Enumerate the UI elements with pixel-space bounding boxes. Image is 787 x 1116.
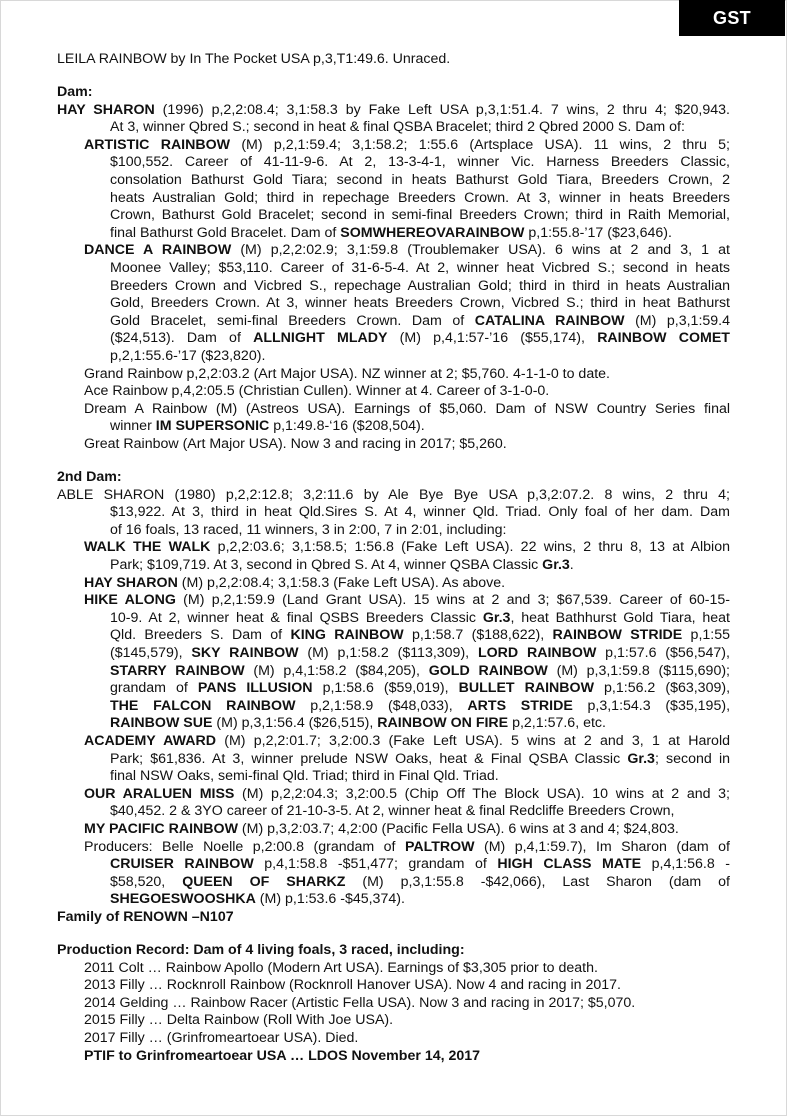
- text-line: [57, 225, 730, 243]
- record-text: (M) p,4,1:57-’16 ($55,174),: [387, 330, 598, 347]
- horse-name: RAINBOW STRIDE: [552, 627, 683, 644]
- spacer: [57, 454, 730, 470]
- horse-name: CRUISER RAINBOW: [110, 856, 254, 873]
- record-text: p,1:55.8-’17 ($23,646).: [524, 224, 672, 241]
- text-line: [57, 119, 730, 137]
- horse-name: PALTROW: [404, 838, 475, 855]
- horse-name: KING RAINBOW: [290, 627, 404, 644]
- text-line: [57, 504, 730, 522]
- record-text: Park; $109,719. At 3, second in Qbred S. At 4, winner QSBA Classic: [110, 557, 543, 574]
- dam-entry: [57, 102, 730, 137]
- progeny-entry: [57, 539, 730, 574]
- production-item: 2011 Colt … Rainbow Apollo (Modern Art USA). Earnings of $3,305 prior to death.: [84, 959, 598, 976]
- horse-name: RAINBOW COMET: [597, 330, 730, 347]
- record-text: Qld. Breeders S. Dam of: [110, 627, 291, 644]
- horse-name: LORD RAINBOW: [477, 645, 597, 661]
- record-text: 10-9. At 2, winner heat & final QSBS Breeders Classic: [110, 609, 483, 626]
- record-text: p,2,1:57.6, etc.: [508, 715, 606, 732]
- pedigree-sections: [57, 84, 730, 926]
- progeny-entry: [57, 383, 730, 401]
- text-line: [57, 366, 730, 384]
- text-line: [57, 172, 730, 190]
- horse-name: ALLNIGHT MLADY: [253, 330, 388, 347]
- text-line: [57, 102, 730, 120]
- text-line: [57, 313, 730, 331]
- horse-name: MY PACIFIC RAINBOW: [84, 820, 238, 837]
- production-item: 2014 Gelding … Rainbow Racer (Artistic Fella USA). Now 3 and racing in 2017; $5,070.: [84, 994, 636, 1011]
- section-heading: Dam:: [57, 84, 93, 101]
- text-line: [57, 401, 730, 419]
- record-text: final Bathurst Gold Bracelet. Dam of: [110, 224, 341, 241]
- horse-name: Gr.3: [627, 750, 655, 767]
- text-line: [57, 592, 730, 610]
- production-item: 2015 Filly … Delta Rainbow (Roll With Joe USA).: [84, 1012, 394, 1029]
- record-text: ABLE SHARON (1980) p,2,2:12.8; 3,2:11.6 by Ale Bye Bye USA p,3,2:07.2. 8 wins, 2 thru 4;: [57, 486, 730, 503]
- text-line: [57, 418, 730, 436]
- horse-name: QUEEN OF SHARKZ: [182, 873, 346, 890]
- record-text: Ace Rainbow p,4,2:05.5 (Christian Cullen). Winner at 4. Career of 3-1-0-0.: [84, 383, 550, 400]
- text-line: [57, 190, 730, 208]
- record-text: $40,452. 2 & 3YO career of 21-10-3-5. At 2, winner heat & final Redcliffe Breeders Crown,: [110, 803, 675, 820]
- record-text: (M) p,3,1:59.8 ($115,690);: [547, 662, 731, 679]
- progeny-entry: [57, 137, 730, 243]
- text-line: [57, 821, 730, 839]
- record-text: p,1:57.6 ($56,547),: [596, 645, 730, 661]
- horse-name: RAINBOW ON FIRE: [377, 715, 509, 732]
- gst-badge: GST: [679, 0, 785, 36]
- record-text: consolation Bathurst Gold Tiara; second in heats Bathurst Gold Tiara, Breeders Crown, 2: [110, 172, 730, 189]
- horse-name: Gr.3: [542, 557, 570, 574]
- production-item: 2017 Filly … (Grinfromeartoear USA). Died.: [84, 1029, 359, 1046]
- record-text: p,4,1:56.8 -: [641, 856, 730, 873]
- progeny-entry: [57, 575, 730, 593]
- horse-name: ARTISTIC RAINBOW: [84, 136, 231, 153]
- record-text: (M) p,3,1:59.4: [624, 312, 730, 329]
- text-line: [57, 663, 730, 681]
- record-text: At 3, winner Qbred S.; second in heat & final QSBA Bracelet; third 2 Qbred 2000 S. Dam of:: [110, 119, 685, 136]
- horse-name: HIGH CLASS MATE: [497, 856, 642, 873]
- horse-name: Gr.3: [482, 609, 511, 626]
- spacer: [57, 69, 730, 85]
- record-text: (M) p,3,1:56.4 ($26,515),: [212, 715, 378, 732]
- text-line: [57, 539, 730, 557]
- record-text: p,1:56.2 ($63,309),: [593, 680, 731, 697]
- horse-name: PANS ILLUSION: [197, 680, 313, 697]
- horse-name: RAINBOW SUE: [110, 715, 213, 732]
- record-text: of 16 foals, 13 raced, 11 winners, 3 in 2:00, 7 in 2:01, including:: [110, 521, 507, 538]
- text-line: [57, 786, 730, 804]
- record-text: p,1:49.8-‘16 ($208,504).: [269, 418, 425, 435]
- horse-name: HAY SHARON: [84, 574, 178, 591]
- horse-name: STARRY RAINBOW: [110, 662, 245, 679]
- progeny-entry: [57, 366, 730, 384]
- text-line: [57, 856, 730, 874]
- record-text: $58,520,: [110, 873, 183, 890]
- record-text: (M) p,1:53.6 -$45,374).: [255, 891, 405, 908]
- production-heading: Production Record: Dam of 4 living foals, 3 raced, including:: [57, 942, 465, 958]
- record-text: Park; $61,836. At 3, winner prelude NSW Oaks, heat & Final QSBA Classic: [110, 750, 628, 767]
- record-text: Producers: Belle Noelle p,2:00.8 (grandam of: [84, 838, 405, 855]
- progeny-entry: [57, 839, 730, 909]
- text-line: [57, 242, 730, 260]
- text-line: [57, 295, 730, 313]
- progeny-entry: [57, 592, 730, 733]
- record-text: ; second in: [654, 750, 730, 767]
- record-text: (M) p,1:58.2 ($113,309),: [298, 645, 478, 661]
- record-text: (M) p,2,2:01.7; 3,2:00.3 (Fake Left USA). 5 wins at 2 and 3, 1 at Harold: [216, 732, 730, 749]
- text-line: [57, 645, 730, 663]
- horse-name: HAY SHARON: [57, 101, 155, 118]
- text-line: [57, 207, 730, 225]
- record-text: (M) p,2,2:04.3; 3,2:00.5 (Chip Off The Block USA). 10 wins at 2 and 3;: [234, 785, 730, 802]
- record-text: p,1:58.7 ($188,622),: [403, 627, 553, 644]
- record-text: winner: [110, 418, 156, 435]
- record-text: p,1:58.6 ($59,019),: [312, 680, 459, 697]
- record-text: grandam of: [110, 680, 198, 697]
- record-text: $13,922. At 3, third in heat Qld.Sires S. At 4, winner Qld. Triad. Only foal of her dam. Dam: [110, 504, 730, 521]
- record-text: , heat Bathhurst Gold Tiara, heat: [510, 609, 730, 626]
- text-line: [57, 330, 730, 348]
- record-text: Dream A Rainbow (M) (Astreos USA). Earnings of $5,060. Dam of NSW Country Series final: [84, 400, 730, 417]
- record-text: final NSW Oaks, semi-final Qld. Triad; third in Final Qld. Triad.: [110, 768, 499, 785]
- record-text: (M) p,2,1:59.4; 3,1:58.2; 1:55.6 (Artsplace USA). 11 wins, 2 thru 5;: [230, 136, 730, 153]
- record-text: ($24,513). Dam of: [110, 330, 254, 347]
- text-line: [57, 278, 730, 296]
- section-heading: 2nd Dam:: [57, 469, 122, 486]
- record-text: Moonee Valley; $53,110. Career of 31-6-5-4. At 2, winner heat Vicbred S.; second in heats: [110, 260, 730, 277]
- text-line: [57, 487, 730, 505]
- record-text: Breeders Crown and Vicbred S., repechage Australian Gold; third in third in heats Australian: [110, 277, 730, 294]
- record-text: (M) p,2,2:02.9; 3,1:59.8 (Troublemaker USA). 6 wins at 2 and 3, 1 at: [231, 242, 731, 259]
- text-line: [57, 436, 730, 454]
- record-text: p,3,1:54.3 ($35,195),: [572, 697, 731, 714]
- record-text: p,1:55: [682, 627, 731, 644]
- horse-name: CATALINA RAINBOW: [474, 312, 625, 329]
- record-text: Gold Bracelet, semi-final Breeders Crown. Dam of: [110, 312, 475, 329]
- text-line: [57, 751, 730, 769]
- text-line: [57, 803, 730, 821]
- text-line: [57, 715, 730, 733]
- text-line: [57, 260, 730, 278]
- production-item: 2013 Filly … Rocknroll Rainbow (Rocknroll Hanover USA). Now 4 and racing in 2017.: [84, 977, 621, 994]
- record-text: (M) p,2,1:59.9 (Land Grant USA). 15 wins at 2 and 3; $67,539. Career of 60-15-: [175, 592, 730, 609]
- text-line: [57, 680, 730, 698]
- record-text: (M) p,3,1:55.8 -$42,066), Last Sharon (dam of: [345, 873, 730, 890]
- text-line: [57, 698, 730, 716]
- record-text: Crown, Bathurst Gold Bracelet; second in semi-final Breeders Crown; third in Raith Memorial,: [110, 207, 730, 224]
- progeny-entry: [57, 821, 730, 839]
- record-text: (M) p,3,2:03.7; 4,2:00 (Pacific Fella USA). 6 wins at 3 and 4; $24,803.: [237, 820, 679, 837]
- horse-name: BULLET RAINBOW: [458, 680, 594, 697]
- record-text: (M) p,4,1:58.2 ($84,205),: [244, 662, 429, 679]
- text-line: [57, 348, 730, 366]
- production-closing: PTIF to Grinfromeartoear USA … LDOS November 14, 2017: [84, 1047, 481, 1064]
- text-line: [57, 627, 730, 645]
- record-text: Gold, Breeders Crown. At 3, winner heats Breeders Crown, Vicbred S.; third in heat Bathurst: [110, 295, 730, 312]
- progeny-entry: [57, 733, 730, 786]
- horse-name: IM SUPERSONIC: [155, 418, 270, 435]
- record-text: .: [569, 557, 574, 574]
- text-line: [57, 610, 730, 628]
- record-text: heats Australian Gold; third in repechage Breeders Crown. At 3, winner in heats Breeders: [110, 189, 730, 206]
- horse-name: ACADEMY AWARD: [84, 732, 216, 749]
- record-text: Grand Rainbow p,2,2:03.2 (Art Major USA). NZ winner at 2; $5,760. 4-1-1-0 to date.: [84, 365, 610, 382]
- family-line: Family of RENOWN –N107: [57, 908, 234, 925]
- record-text: p,2,2:03.6; 3,1:58.5; 1:56.8 (Fake Left USA). 22 wins, 2 thru 8, 13 at Albion: [210, 539, 730, 556]
- record-text: (1996) p,2,2:08.4; 3,1:58.3 by Fake Left USA p,3,1:51.4. 7 wins, 2 thru 4; $20,943.: [154, 101, 730, 118]
- progeny-entry: [57, 242, 730, 365]
- record-text: $100,552. Career of 41-11-9-6. At 2, 13-3-4-1, winner Vic. Harness Breeders Classic,: [110, 154, 730, 171]
- record-text: (M) p,4,1:59.7), Im Sharon (dam of: [474, 838, 730, 855]
- horse-name: HIKE ALONG: [84, 592, 176, 609]
- horse-name: SHEGOESWOOSHKA: [110, 891, 256, 908]
- horse-name: WALK THE WALK: [84, 539, 211, 556]
- horse-name: THE FALCON RAINBOW: [110, 697, 296, 714]
- record-text: p,2,1:55.6-’17 ($23,820).: [110, 348, 266, 364]
- horse-name: ARTS STRIDE: [467, 697, 573, 714]
- record-text: p,2,1:58.9 ($48,033),: [295, 697, 468, 714]
- horse-name: GOLD RAINBOW: [428, 662, 548, 679]
- text-line: [57, 733, 730, 751]
- horse-name: DANCE A RAINBOW: [84, 242, 232, 259]
- record-text: (M) p,2,2:08.4; 3,1:58.3 (Fake Left USA). As above.: [177, 574, 506, 591]
- text-line: [57, 575, 730, 593]
- text-line: [57, 891, 730, 909]
- text-line: [57, 154, 730, 172]
- horse-name: SOMWHEREOVARAINBOW: [340, 224, 525, 241]
- production-list: [57, 960, 730, 1048]
- text-line: [57, 137, 730, 155]
- record-text: Great Rainbow (Art Major USA). Now 3 and racing in 2017; $5,260.: [84, 435, 507, 452]
- pedigree-document: [57, 51, 730, 1065]
- text-line: [57, 768, 730, 786]
- text-line: [57, 522, 730, 540]
- progeny-entry: [57, 786, 730, 821]
- spacer: [57, 927, 730, 943]
- text-line: [57, 874, 730, 892]
- text-line: [57, 839, 730, 857]
- text-line: [57, 383, 730, 401]
- progeny-entry: [57, 401, 730, 436]
- record-text: p,4,1:58.8 -$51,477; grandam of: [253, 856, 498, 873]
- dam-entry: [57, 487, 730, 540]
- horse-title: LEILA RAINBOW by In The Pocket USA p,3,T1:49.6. Unraced.: [57, 51, 451, 67]
- text-line: [57, 557, 730, 575]
- progeny-entry: [57, 436, 730, 454]
- horse-name: SKY RAINBOW: [191, 645, 299, 661]
- horse-name: OUR ARALUEN MISS: [84, 785, 235, 802]
- record-text: ($145,579),: [110, 645, 192, 661]
